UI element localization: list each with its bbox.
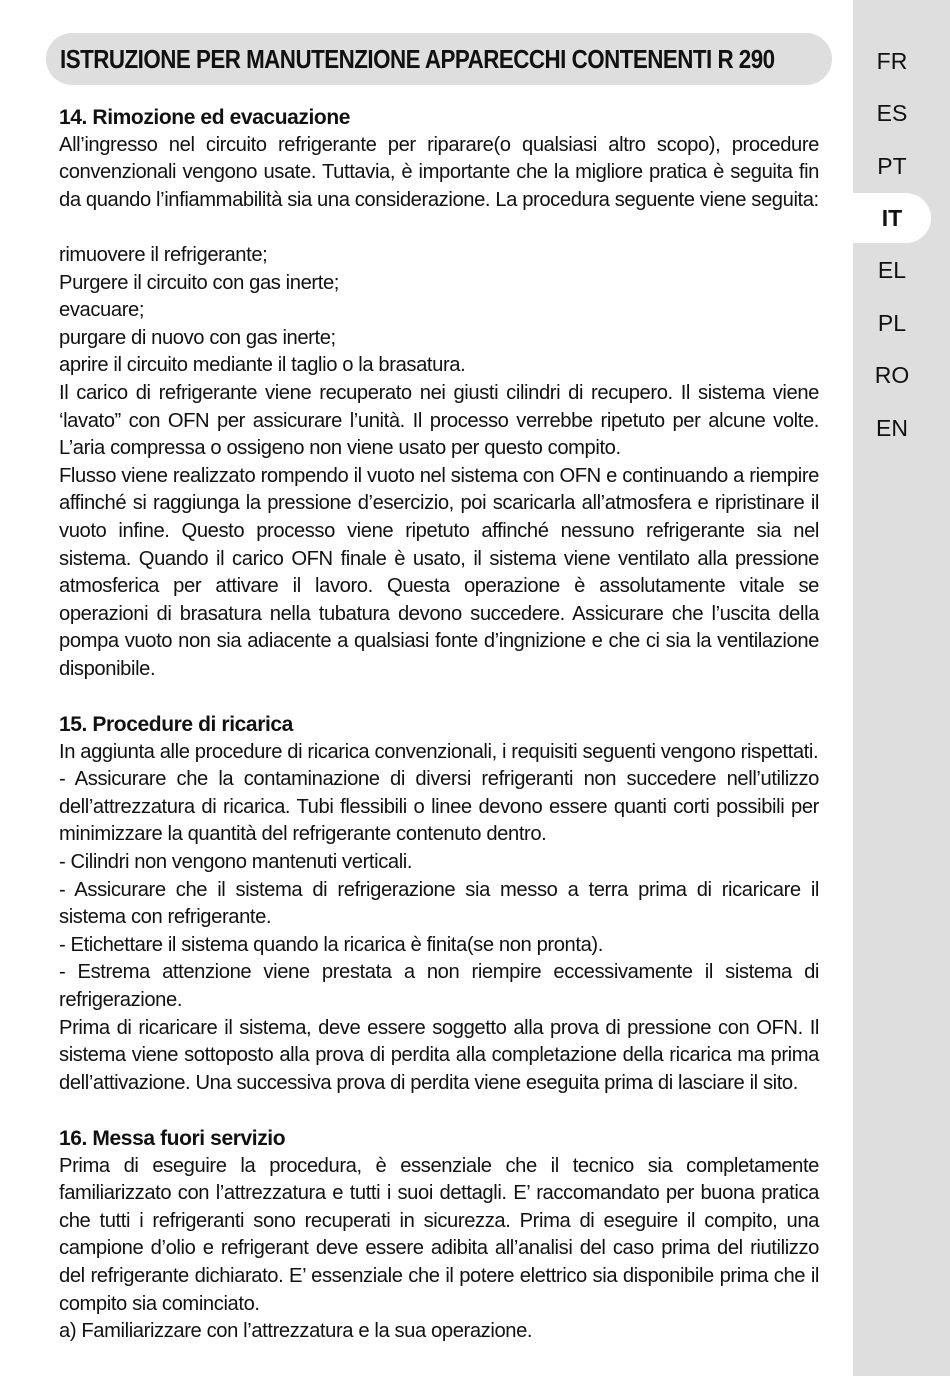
section-14-intro: All’ingresso nel circuito refrigerante per riparare(o qualsiasi altro scopo), procedure convenzionali vengono usate. Tuttavia, è importante che la migliore pratica è seguita fin da quando l’infiammabilità sia una considerazione. La procedura seguente viene seguita:	[59, 133, 819, 211]
section-16-paragraph-1: Prima di eseguire la procedura, è essenziale che il tecnico sia completamente familiarizzato con l’attrezzatura e tutti i suoi dettagli. E’ raccomandato per buona pratica che tutti i refrigeranti sono recuperati in sicurezza. Prima di eseguire il compito, una campione d’olio e refrigerant deve essere adibita all’analisi del caso prima del riutilizzo del refrigerante dichiarato. E’ essenziale che il potere elettrico sia disponibile prima che il compito sia cominciato.	[59, 1154, 819, 1315]
lang-tab-it[interactable]: IT	[853, 193, 931, 243]
lang-tab-ro[interactable]: RO	[874, 362, 910, 388]
document-body	[59, 104, 819, 1346]
section-15-intro: In aggiunta alle procedure di ricarica convenzionali, i requisiti seguenti vengono rispettati.	[59, 740, 819, 763]
section-15-paragraph-2: Prima di ricaricare il sistema, deve essere soggetto alla prova di pressione con OFN. Il sistema viene sottoposto alla prova di perdita alla completazione della ricarica ma prima dell’attivazione. Una successiva prova di perdita viene eseguita prima di lasciare il sito.	[59, 1016, 819, 1094]
lang-tab-pl[interactable]: PL	[877, 310, 907, 336]
section-15-bullet-5: - Estrema attenzione viene prestata a non riempire eccessivamente il sistema di refrigerazione.	[59, 961, 819, 1011]
section-15-bullet-3: - Assicurare che il sistema di refrigerazione sia messo a terra prima di ricaricare il sistema con refrigerante.	[59, 878, 819, 929]
lang-tab-el[interactable]: EL	[877, 257, 907, 283]
section-16-item-a: a) Familiarizzare con l’attrezzatura e la sua operazione.	[59, 1320, 533, 1343]
step-item: evacuare;	[59, 299, 145, 322]
header-bar	[46, 33, 832, 85]
step-item: rimuovere il refrigerante;	[59, 243, 268, 266]
section-15-bullet-1: - Assicurare che la contaminazione di diversi refrigeranti non succedere nell’utilizzo dell’attrezzatura di ricarica. Tubi flessibili o linee devono essere quanti corti possibili per minimizzare la quantità del refrigerante contenuto dentro.	[59, 768, 819, 846]
section-14-paragraph-2: Il carico di refrigerante viene recuperato nei giusti cilindri di recupero. Il sistema viene ‘lavato” con OFN per assicurare l’unità. Il processo verrebbe ripetuto per alcune volte. L’aria compressa o ossigeno non viene usato per questo compito.	[59, 381, 819, 460]
lang-tab-es[interactable]: ES	[876, 100, 908, 126]
section-14-title: 14. Rimozione ed evacuazione	[59, 106, 351, 129]
step-item: aprire il circuito mediante il taglio o la brasatura.	[59, 354, 466, 377]
section-14-steps	[59, 242, 819, 380]
section-16-title: 16. Messa fuori servizio	[59, 1126, 286, 1150]
section-15-title: 15. Procedure di ricarica	[59, 713, 293, 737]
section-15-bullet-4: - Etichettare il sistema quando la ricarica è finita(se non pronta).	[59, 933, 603, 956]
lang-tab-pt[interactable]: PT	[877, 153, 907, 179]
section-15-bullet-2: - Cilindri non vengono mantenuti verticali.	[59, 851, 413, 874]
language-sidebar	[853, 0, 950, 1376]
page-title: ISTRUZIONE PER MANUTENZIONE APPARECCHI CONTENENTI R 290	[60, 44, 775, 74]
step-item: purgare di nuovo con gas inerte;	[59, 326, 336, 349]
lang-tab-fr[interactable]: FR	[876, 48, 908, 74]
step-item: Purgere il circuito con gas inerte;	[59, 271, 339, 294]
lang-tab-en[interactable]: EN	[876, 415, 908, 441]
section-14-paragraph-3: Flusso viene realizzato rompendo il vuoto nel sistema con OFN e continuando a riempire affinché si raggiunga la pressione d’esercizio, poi scaricarla all’atmosfera e ripristinare il vuoto infine. Questo processo viene ripetuto affinché nessuno refrigerante sia nel sistema. Quando il carico OFN finale è usato, il sistema viene ventilato alla pressione atmosferica per attivare il lavoro. Questa operazione è assolutamente vitale se operazioni di brasatura nella tubatura devono succedere. Assicurare che l’uscita della pompa vuoto non sia adiacente a qualsiasi fonte d’ingnizione e che ci sia la ventilazione disponibile.	[59, 464, 819, 680]
